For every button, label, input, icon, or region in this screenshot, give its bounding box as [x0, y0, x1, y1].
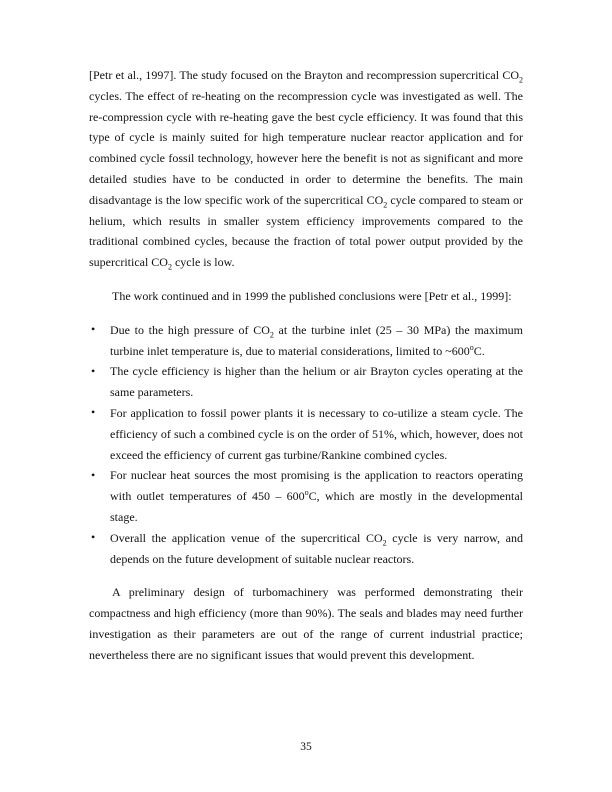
bullet-item [89, 320, 523, 362]
bullet-item [89, 403, 523, 465]
bullet-text: Overall the application venue of the supercritical $CO_2$ cycle is very narrow, and depends on the future development of suitable nuclear reactors. [110, 530, 523, 566]
bullet-item [89, 465, 523, 527]
bullet-icon: • [91, 363, 96, 378]
text-block [89, 65, 523, 679]
bullet-item [89, 361, 523, 403]
bullet-icon: • [91, 322, 96, 337]
paragraph-intro-1999: The work continued and in 1999 the published conclusions were [Petr et al., 1999]: [112, 288, 512, 303]
bullet-text: For nuclear heat sources the most promising is the application to reactors operating with outlet temperatures of 450 – 600$^o$C, which are mostly in the developmental stage. [110, 468, 523, 524]
bullet-list [89, 320, 523, 570]
bullet-text: Due to the high pressure of $CO_2$ at the turbine inlet (25 – 30 MPa) the maximum turbine inlet temperature is, due to material considerations, limited to ~600$^o$C. [110, 322, 523, 358]
bullet-icon: • [91, 405, 96, 420]
paragraph-conclusion: A preliminary design of turbomachinery was performed demonstrating their compactness and high efficiency (more than 90%). The seals and blades may need further investigation as their parameters are out of the range of current industrial practice; nevertheless there are no significant issues that would prevent this development. [89, 585, 523, 662]
bullet-text: For application to fossil power plants it is necessary to co-utilize a steam cycle. The efficiency of such a combined cycle is on the order of 51%, which, however, does not exceed the efficiency of current gas turbine/Rankine combined cycles. [110, 405, 523, 462]
page-number: 35 [300, 741, 312, 753]
bullet-icon: • [91, 530, 96, 545]
bullet-item [89, 528, 523, 570]
paragraph-petr-1997: [Petr et al., 1997]. The study focused on the Brayton and recompression supercritical $CO_2$ cycles. The effect of re-heating on the recompression cycle was investigated as well. The re-compression cycle with re-heating gave the best cycle efficiency. It was found that this type of cycle is mainly suited for high temperature nuclear reactor application and for combined cycle fossil technology, however here the benefit is not as significant and more detailed studies have to be conducted in order to determine the benefits. The main disadvantage is the low specific work of the supercritical $CO_2$ cycle compared to steam or helium, which results in smaller system efficiency improvements compared to the traditional combined cycles, because the fraction of total power output provided by the supercritical $CO_2$ cycle is low. [89, 68, 523, 272]
bullet-icon: • [91, 467, 96, 482]
bullet-text: The cycle efficiency is higher than the helium or air Brayton cycles operating at the same parameters. [110, 364, 523, 400]
